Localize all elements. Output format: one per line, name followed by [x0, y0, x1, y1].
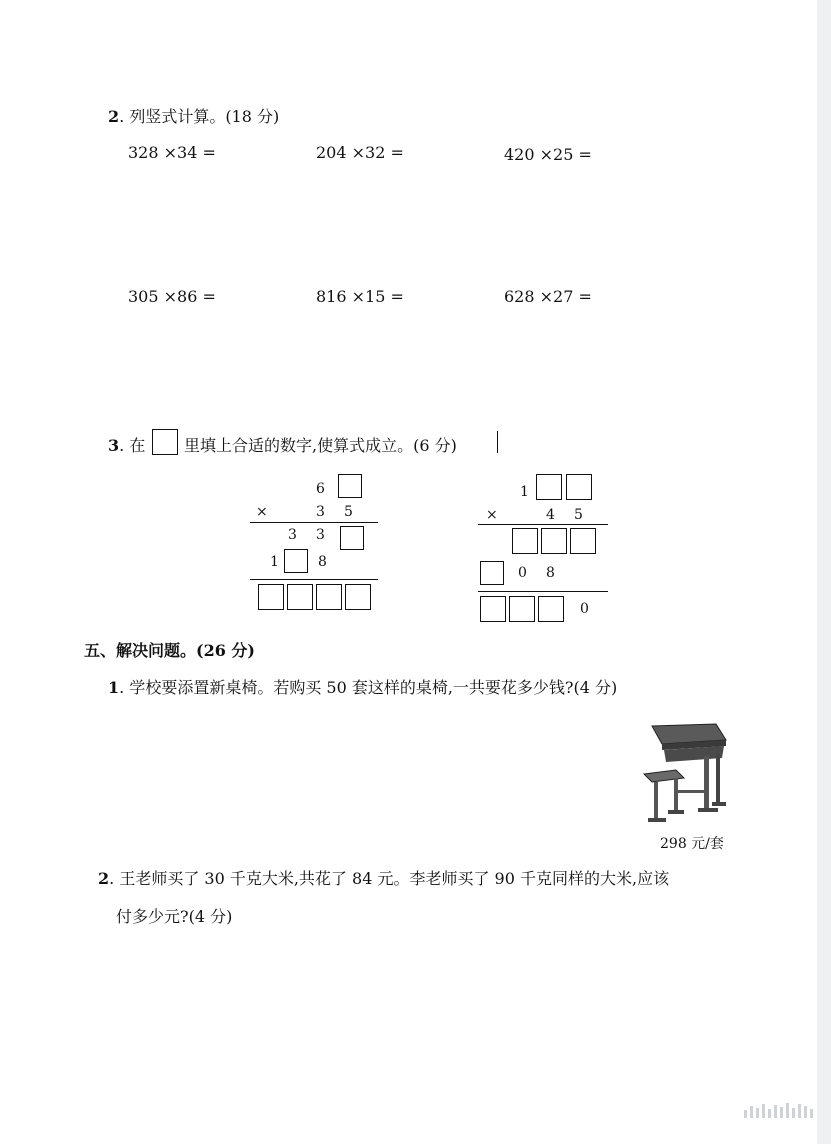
answer-box[interactable] [258, 584, 284, 610]
question-title: . 列竖式计算。(18 分) [119, 107, 280, 126]
answer-box[interactable] [512, 528, 538, 554]
digit: 3 [316, 504, 325, 520]
underline [250, 522, 378, 523]
question-prefix: . 在 [119, 436, 146, 455]
problem-2-line-2: 付多少元?(4 分) [116, 907, 233, 926]
times-sign: × [256, 504, 268, 520]
answer-box[interactable] [536, 474, 562, 500]
answer-box-sample [152, 429, 178, 455]
page-edge [817, 0, 831, 1144]
question-text: . 王老师买了 30 千克大米,共花了 84 元。李老师买了 90 千克同样的大米,应该 [109, 869, 670, 888]
underline [478, 524, 608, 525]
desk-chair-illustration [638, 718, 730, 826]
digit: 8 [318, 554, 327, 570]
section-2-heading [108, 104, 279, 127]
answer-box[interactable] [570, 528, 596, 554]
question-text: . 学校要添置新桌椅。若购买 50 套这样的桌椅,一共要花多少钱?(4 分) [119, 678, 618, 697]
answer-box[interactable] [480, 596, 506, 622]
expression-4: 305 ×86 = [128, 287, 216, 306]
expression-5: 816 ×15 = [316, 287, 404, 306]
digit: 5 [344, 504, 353, 520]
answer-box[interactable] [538, 596, 564, 622]
times-sign: × [486, 507, 498, 523]
digit: 0 [580, 601, 589, 617]
question-number: 3 [108, 436, 120, 455]
question-number: 1 [108, 678, 120, 697]
price-label: 298 元/套 [660, 836, 724, 852]
expression-6: 628 ×27 = [504, 287, 592, 306]
answer-box[interactable] [338, 474, 362, 498]
question-number: 2 [108, 107, 120, 126]
answer-box[interactable] [284, 549, 308, 573]
text-cursor [497, 431, 498, 453]
underline [478, 591, 608, 592]
answer-box[interactable] [480, 561, 504, 585]
problem-1 [108, 675, 617, 698]
digit: 1 [520, 484, 529, 500]
digit: 8 [546, 565, 555, 581]
digit: 0 [518, 565, 527, 581]
expression-3: 420 ×25 = [504, 145, 592, 164]
answer-box[interactable] [345, 584, 371, 610]
question-suffix: 里填上合适的数字,使算式成立。(6 分) [184, 436, 457, 455]
section-3-heading [108, 433, 145, 456]
expression-2: 204 ×32 = [316, 143, 404, 162]
answer-box[interactable] [287, 584, 313, 610]
section-5-heading: 五、解决问题。(26 分) [84, 641, 255, 660]
watermark-logo [744, 1103, 813, 1118]
problem-2-line-1 [98, 866, 669, 889]
underline [250, 579, 378, 580]
answer-box[interactable] [340, 526, 364, 550]
digit: 3 [288, 527, 297, 543]
digit: 4 [546, 507, 555, 523]
answer-box[interactable] [566, 474, 592, 500]
digit: 3 [316, 527, 325, 543]
question-number: 2 [98, 869, 110, 888]
digit: 1 [270, 554, 279, 570]
answer-box[interactable] [541, 528, 567, 554]
answer-box[interactable] [509, 596, 535, 622]
digit: 5 [574, 507, 583, 523]
expression-1: 328 ×34 = [128, 143, 216, 162]
digit: 6 [316, 481, 325, 497]
answer-box[interactable] [316, 584, 342, 610]
